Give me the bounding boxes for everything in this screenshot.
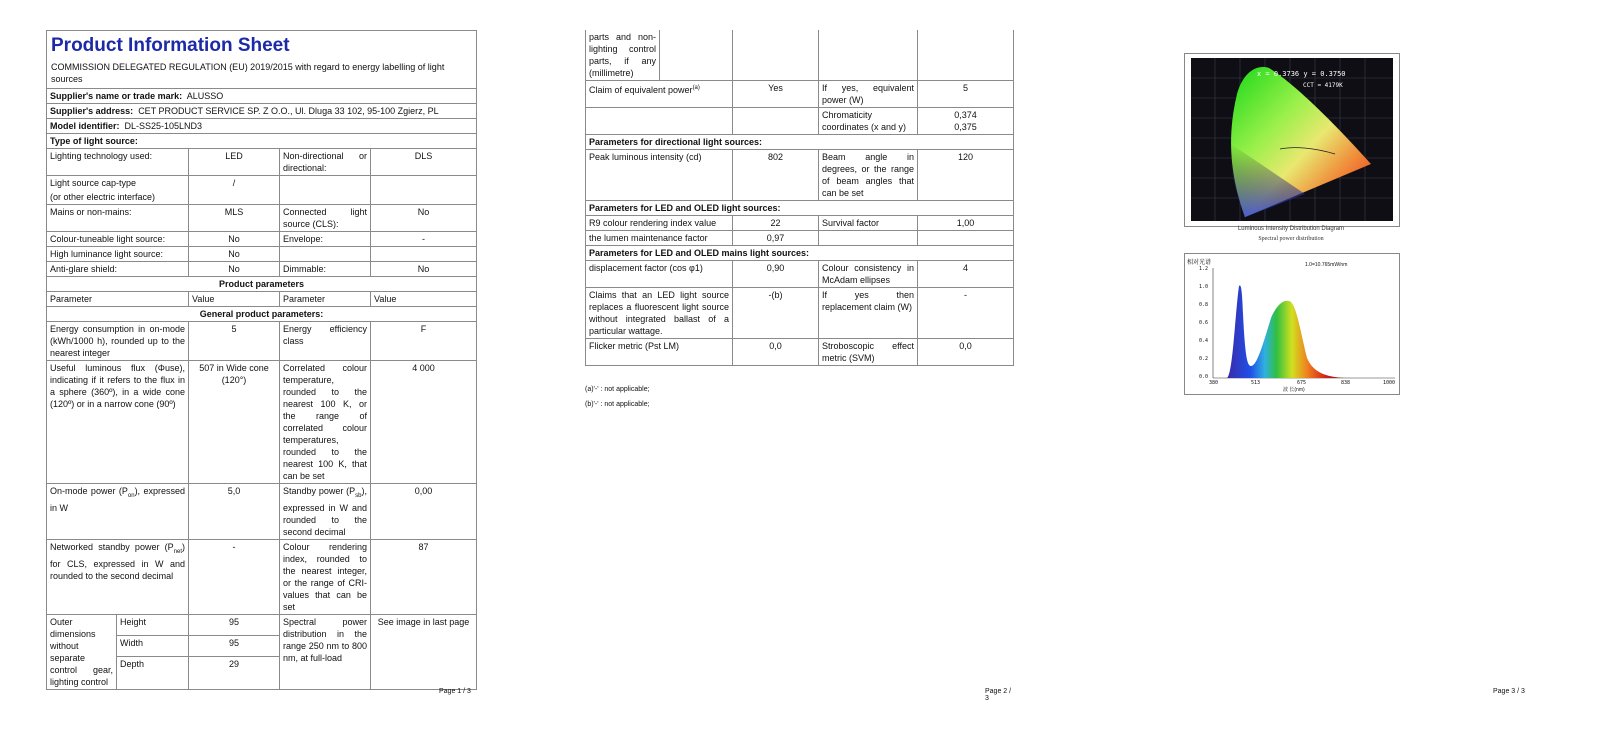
address-value: CET PRODUCT SERVICE SP. Z O.O., Ul. Dluga 33 102, 95-100 Zgierz, PL — [138, 106, 439, 116]
lumen-maintenance-label: the lumen maintenance factor — [586, 231, 733, 246]
general-params-header: General product parameters: — [47, 307, 477, 322]
cell-tech-value: LED — [189, 149, 280, 176]
stroboscopic-label: Stroboscopic effect metric (SVM) — [819, 339, 918, 366]
cell-cls-label: Connected light source (CLS): — [280, 205, 371, 232]
dim-height-label: Height — [117, 614, 189, 635]
cell-cls-value: No — [371, 205, 477, 232]
spd-ytick: 1.0 — [1199, 284, 1209, 290]
equiv-power-value: 5 — [918, 81, 1014, 108]
equiv-power-claim-value: Yes — [733, 81, 819, 108]
spd-ytick: 0.6 — [1199, 320, 1209, 326]
flux-value: 507 in Wide cone (120°) — [189, 361, 280, 484]
dim-depth-label: Depth — [117, 656, 189, 689]
spd-xtick: 513 — [1251, 380, 1261, 386]
energy-consumption-value: 5 — [189, 322, 280, 361]
spd-chart-svg — [1185, 254, 1399, 394]
spd-ytick: 0.0 — [1199, 374, 1209, 380]
spd-xtick: 380 — [1209, 380, 1219, 386]
networked-standby-value: - — [189, 539, 280, 614]
energy-class-label: Energy efficiency class — [280, 322, 371, 361]
outer-dimensions-label: Outer dimensions without separate control gear, lighting control — [47, 614, 117, 689]
cell-dimmable-label: Dimmable: — [280, 262, 371, 277]
networked-standby-label: Networked standby power $(P_{net})$ for CLS, expressed in W and rounded to the second decimal — [47, 539, 189, 614]
page-number-2: Page 2 / 3 — [985, 688, 1012, 702]
cie-readout: x = 0.3736 y = 0.3750 — [1257, 70, 1346, 78]
spd-ytick: 0.4 — [1199, 338, 1209, 344]
cell-dimmable-value: No — [371, 262, 477, 277]
beam-angle-label: Beam angle in degrees, or the range of beam angles that can be set — [819, 150, 918, 201]
page-title: Product Information Sheet — [51, 35, 290, 56]
chromaticity-value: 0,374 0,375 — [918, 108, 1014, 135]
spd-ytick: 0.2 — [1199, 356, 1209, 362]
footnote-b: (b)'-' : not applicable; — [585, 401, 650, 408]
product-info-table-page1 — [46, 30, 477, 690]
cct-label: Correlated colour temperature, rounded to the nearest 100 K, or the range of correlated colour temperatures, rounded to the nearest 100 K, that can be set — [280, 361, 371, 484]
spd-ylabel: 相对光谱 — [1187, 260, 1212, 266]
spd-xtick: 1000 — [1383, 380, 1396, 386]
flicker-value: 0,0 — [733, 339, 819, 366]
peak-intensity-value: 802 — [733, 150, 819, 201]
cell-high-lum-value: No — [189, 247, 280, 262]
standby-power-value: 0,00 — [371, 484, 477, 540]
cie-diagram-svg — [1185, 54, 1399, 226]
lumen-maintenance-value: 0,97 — [733, 231, 819, 246]
col-header-parameter: Parameter — [47, 292, 189, 307]
cell-antiglare-value: No — [189, 262, 280, 277]
cell-directional-value: DLS — [371, 149, 477, 176]
col-header-parameter-2: Parameter — [280, 292, 371, 307]
flux-label: Useful luminous flux (Φuse), indicating if it refers to the flux in a sphere (360º), in a wide cone (120º) or in a narrow cone (90º) — [47, 361, 189, 484]
stroboscopic-value: 0,0 — [918, 339, 1014, 366]
cct-value: 4 000 — [371, 361, 477, 484]
spd-xtick: 838 — [1341, 380, 1351, 386]
cie-cct: CCT = 4179K — [1303, 82, 1343, 89]
chromaticity-label: Chromaticity coordinates (x and y) — [819, 108, 918, 135]
cell-mains-value: MLS — [189, 205, 280, 232]
survival-factor-value: 1,00 — [918, 216, 1014, 231]
survival-factor-label: Survival factor — [819, 216, 918, 231]
cell-interface-label: (or other electric interface) — [47, 190, 189, 205]
equiv-power-claim-label: Claim of equivalent power$^{(a)}$ — [586, 81, 733, 108]
r9-label: R9 colour rendering index value — [586, 216, 733, 231]
page-3 — [1160, 0, 1580, 737]
flicker-label: Flicker metric (Pst LM) — [586, 339, 733, 366]
dim-depth-value: 29 — [189, 656, 280, 689]
type-label: Type of light source: — [47, 134, 477, 149]
equiv-power-label: If yes, equivalent power (W) — [819, 81, 918, 108]
address-label: Supplier's address: — [50, 106, 134, 116]
fluorescent-claim-value: -(b) — [733, 288, 819, 339]
continued-dimensions-label: parts and non-lighting control parts, if any (millimetre) — [586, 30, 660, 81]
cell-mains-label: Mains or non-mains: — [47, 205, 189, 232]
page-1 — [46, 0, 476, 737]
product-params-header: Product parameters — [47, 277, 477, 292]
onmode-power-value: 5,0 — [189, 484, 280, 540]
led-oled-header: Parameters for LED and OLED light sources: — [586, 201, 1014, 216]
mains-header: Parameters for LED and OLED mains light sources: — [586, 246, 1014, 261]
r9-value: 22 — [733, 216, 819, 231]
displacement-label: displacement factor (cos φ1) — [586, 261, 733, 288]
col-header-value: Value — [189, 292, 280, 307]
spd-value: See image in last page — [371, 614, 477, 689]
model-label: Model identifier: — [50, 121, 120, 131]
cell-cap-label: Light source cap-type — [47, 176, 189, 191]
supplier-value: ALUSSO — [186, 91, 224, 101]
cell-high-lum-label: High luminance light source: — [47, 247, 189, 262]
dim-width-label: Width — [117, 635, 189, 656]
energy-consumption-label: Energy consumption in on-mode (kWh/1000 h), rounded up to the nearest integer — [47, 322, 189, 361]
spd-chart-image — [1184, 253, 1400, 395]
dim-width-value: 95 — [189, 635, 280, 656]
spd-label: Spectral power distribution in the range 250 nm to 800 nm, at full-load — [280, 614, 371, 689]
cri-label: Colour rendering index, rounded to the nearest integer, or the range of CRI-values that can be set — [280, 539, 371, 614]
cri-value: 87 — [371, 539, 477, 614]
cie-caption: Luminous Intensity Distribution Diagram — [1237, 226, 1345, 232]
spd-xlabel: 波 长(nm) — [1283, 387, 1305, 393]
cell-tuneable-label: Colour-tuneable light source: — [47, 232, 189, 247]
onmode-power-label: On-mode power $(P_{on})$, expressed in W — [47, 484, 189, 540]
energy-class-value: F — [371, 322, 477, 361]
replacement-claim-value: - — [918, 288, 1014, 339]
spd-ytick: 0.8 — [1199, 302, 1209, 308]
page-number-1: Page 1 / 3 — [439, 688, 471, 695]
colour-consistency-value: 4 — [918, 261, 1014, 288]
spd-xtick: 675 — [1297, 380, 1307, 386]
colour-consistency-label: Colour consistency in McAdam ellipses — [819, 261, 918, 288]
col-header-value-2: Value — [371, 292, 477, 307]
cell-tech-label: Lighting technology used: — [47, 149, 189, 176]
page-2 — [585, 0, 1015, 737]
supplier-label: Supplier's name or trade mark: — [50, 91, 183, 101]
cell-antiglare-label: Anti-glare shield: — [47, 262, 189, 277]
peak-intensity-label: Peak luminous intensity (cd) — [586, 150, 733, 201]
dim-height-value: 95 — [189, 614, 280, 635]
cell-tuneable-value: No — [189, 232, 280, 247]
cell-cap-value: / — [189, 176, 280, 191]
cie-diagram-image — [1184, 53, 1400, 227]
displacement-value: 0,90 — [733, 261, 819, 288]
spd-ytick: 1.2 — [1199, 266, 1209, 272]
fluorescent-claim-label: Claims that an LED light source replaces a fluorescent light source without integrated ballast of a particular wattage. — [586, 288, 733, 339]
model-value: DL-SS25-105LND3 — [124, 121, 203, 131]
standby-power-label: Standby power $(P_{sb})$, expressed in W and rounded to the second decimal — [280, 484, 371, 540]
spd-note: 1.0=10.765mW/nm — [1305, 262, 1348, 268]
cell-envelope-value: - — [371, 232, 477, 247]
cell-envelope-label: Envelope: — [280, 232, 371, 247]
spd-caption: Spectral power distribution — [1258, 236, 1324, 242]
beam-angle-value: 120 — [918, 150, 1014, 201]
footnote-a: (a)'-' : not applicable; — [585, 386, 650, 393]
regulation-text: COMMISSION DELEGATED REGULATION (EU) 2019/2015 with regard to energy labelling of light sources — [51, 62, 445, 84]
replacement-claim-label: If yes then replacement claim (W) — [819, 288, 918, 339]
directional-header: Parameters for directional light sources: — [586, 135, 1014, 150]
cell-directional-label: Non-directional or directional: — [280, 149, 371, 176]
page-number-3: Page 3 / 3 — [1493, 688, 1525, 695]
product-info-table-page2 — [585, 30, 1014, 366]
